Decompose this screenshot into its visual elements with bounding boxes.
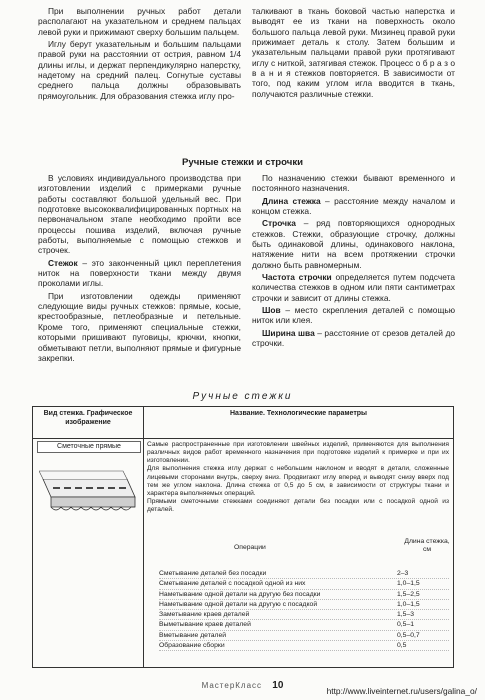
paragraph: талкивают в ткань боковой частью наперстка и выводят ее из ткани на поверхность около большого пальца левой руки. Мизинец правой руки прижимает деталь к столу. Затем большим и указательным пальцами правой руки протягивают иглу с ниткой, затягивая стежок. Процесс о б р а з о в а н и я стежков повторяется. В зависимости от того, под каким углом игла вводится в ткань, получаются различные стежки. xyxy=(252,6,455,99)
definition-seam-line xyxy=(252,218,455,270)
definition-seam xyxy=(252,305,455,326)
definition-stitch xyxy=(38,258,241,289)
definition-text: – ряд повторяющихся однородных стежков. Стежки, образующие строчку, должны быть одинаковой длины, одинакового наклона, натяжение нити на всем протяжении строчки должно быть равномерным. xyxy=(252,218,455,270)
operation-name: Сметывание деталей без посадки xyxy=(159,570,267,577)
operation-name: Наметывание одной детали на другую с посадкой xyxy=(159,600,318,608)
operation-row xyxy=(159,631,449,641)
operation-row xyxy=(159,610,449,620)
operation-length: 0,5–1 xyxy=(397,621,415,629)
operation-length: 1,0–1,5 xyxy=(397,580,420,588)
operation-length: 1,0–1,5 xyxy=(397,600,420,608)
table-header-left: Вид стежка. Графическое изображение xyxy=(33,407,144,439)
right-column-top xyxy=(252,6,455,101)
table-header-right: Название. Технологические параметры xyxy=(144,407,453,439)
operation-row xyxy=(159,600,449,610)
left-column-middle xyxy=(38,173,241,365)
table-cell-description xyxy=(147,441,449,514)
definition-stitch-length xyxy=(252,196,455,217)
term: Длина стежка xyxy=(262,195,321,206)
definition-text: – расстояние от срезов деталей до строчки. xyxy=(252,327,455,349)
operation-name: Вметывание деталей xyxy=(159,631,227,639)
operation-length: 1,5–3 xyxy=(397,611,415,619)
operation-name: Наметывание одной детали на другую без посадки xyxy=(159,590,321,598)
section-heading: Ручные стежки и строчки xyxy=(181,157,304,168)
term: Шов xyxy=(262,305,281,316)
term: Стежок xyxy=(48,257,78,268)
operation-name: Выметывание краев деталей xyxy=(159,621,251,629)
stitch-table xyxy=(32,406,454,668)
paragraph: В условиях индивидуального производства при изготовлении изделий с примерками ручные работы составляют большой удельный вес. При подготовке высококвалифицированных портных на первоначальном этапе необходимо пройти все процессы пошива изделий, включая ручные работы, выполняемые с помощью стежков и строчек. xyxy=(38,173,241,256)
source-url[interactable]: http://www.liveinternet.ru/users/galina_o/ xyxy=(326,686,477,696)
operation-length: 0,5 xyxy=(397,642,407,650)
paragraph: По назначению стежки бывают временного и постоянного назначения. xyxy=(252,173,455,194)
basting-stitch-illustration xyxy=(39,457,137,527)
definition-frequency xyxy=(252,272,455,303)
operation-row xyxy=(159,590,449,600)
length-column-label: Длина стежка, см xyxy=(404,538,450,553)
left-column-top xyxy=(38,6,241,103)
table-title: Ручные стежки xyxy=(192,391,293,402)
term: Строчка xyxy=(262,218,296,229)
operation-row xyxy=(159,620,449,630)
operation-length: 0,5–0,7 xyxy=(397,631,420,639)
operation-name: Заметывание краев деталей xyxy=(159,611,250,619)
description-paragraph: Прямыми сметочными стежками соединяют детали без посадки или с посадкой одной из деталей. xyxy=(147,498,449,514)
right-column-middle xyxy=(252,173,455,351)
stitch-name-label: Сметочные прямые xyxy=(37,441,141,453)
term: Частота строчки xyxy=(262,272,332,283)
definition-text: – расстояние между началом и концом стежка. xyxy=(252,195,455,217)
operation-row xyxy=(159,569,449,579)
operations-list xyxy=(159,569,449,651)
paragraph: При изготовлении одежды применяют следующие виды ручных стежков: прямые, косые, крестообразные, петлеобразные и петельные. Кроме того, применяют специальные стежки, которыми пришивают пуговицы, крючки, кнопки, обметывают петли, выполняют прямые и фигурные закрепки. xyxy=(38,290,241,363)
operation-length: 1,5–2,5 xyxy=(397,590,420,598)
paragraph: При выполнении ручных работ детали располагают на указательном и среднем пальцах левой руки и прижимают сверху большим пальцем. xyxy=(38,6,241,37)
description-paragraph: Самые распространенные при изготовлении швейных изделий, применяются для выполнения различных видов работ временного назначения при подготовке изделий к примерке и при их изготовлении. xyxy=(147,441,449,465)
operation-name: Образование сборки xyxy=(159,642,225,650)
definition-text: – место скрепления деталей с помощью ниток или клея. xyxy=(252,305,455,326)
description-paragraph: Для выполнения стежка иглу держат с небольшим наклоном и вводят в детали, сложенные лицевыми сторонами внутрь, сверху вниз. Продвигают иглу вперед и выводят снизу вверх под тем же углом наклона. Длина стежка от 0,5 до 5 см, в зависимости от структуры ткани и характера выполняемых операций. xyxy=(147,465,449,497)
operation-length: 2–3 xyxy=(397,570,409,577)
operation-row xyxy=(159,641,449,651)
term: Ширина шва xyxy=(262,327,315,338)
paragraph: Иглу берут указательным и большим пальцами правой руки на расстоянии от острия, равном 1/4 длины иглы, и держат перпендикулярно наперстку, надетому на средний палец. Согнутые суставы среднего пальца должны образовывать прямоугольник. Для образования стежка иглу про- xyxy=(38,39,241,101)
definition-text: определяется путем подсчета количества стежков в одном или пяти сантиметрах строчки и зависит от длины стежка. xyxy=(252,272,455,303)
operation-name: Сметывание деталей с посадкой одной из них xyxy=(159,580,306,588)
magazine-brand: МастерКласс xyxy=(201,681,263,690)
table-cell-illustration xyxy=(33,439,144,667)
operation-row xyxy=(159,579,449,589)
operations-column-label: Операции xyxy=(234,544,266,551)
definition-text: – это законченный цикл переплетения ниток на поверхности ткани между двумя проколами иглы. xyxy=(38,257,241,289)
page-number: 10 xyxy=(272,680,284,691)
definition-seam-width xyxy=(252,328,455,349)
